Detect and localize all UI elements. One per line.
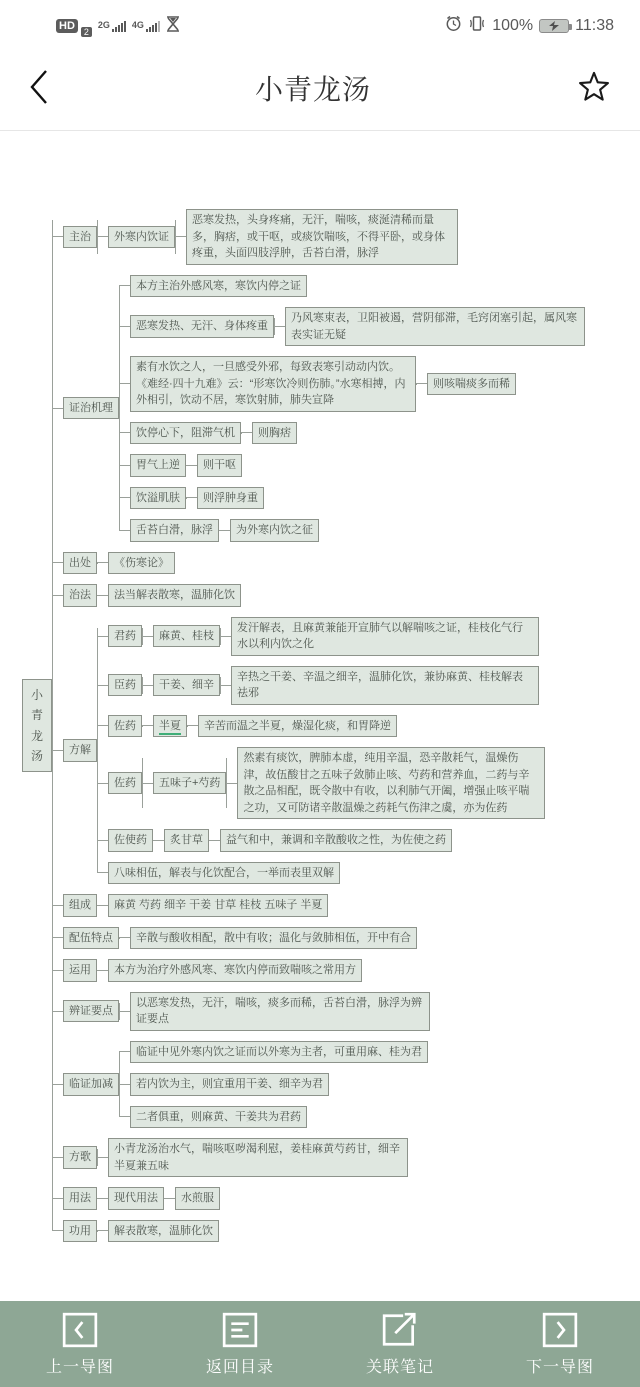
mindmap-node-row (285, 307, 585, 346)
mindmap-node-row (231, 666, 539, 705)
mindmap-node[interactable]: 运用 (63, 959, 97, 982)
mindmap-children (97, 1187, 220, 1210)
connector-line (97, 970, 108, 971)
mindmap-node-row (63, 1187, 585, 1210)
signal-2g-icon: 2G (98, 21, 126, 32)
mindmap-node[interactable]: 饮停心下，阻滞气机 (130, 422, 241, 445)
connector-line (52, 1011, 63, 1012)
vibrate-icon (468, 15, 486, 37)
connector-line (119, 383, 130, 384)
connector-line (164, 1198, 175, 1199)
mindmap-children (175, 209, 458, 265)
mindmap-children (164, 1187, 220, 1210)
mindmap-node[interactable]: 麻黄、桂枝 (153, 625, 220, 648)
connector-line (220, 685, 231, 686)
mindmap-node[interactable]: 外寒内饮证 (108, 226, 175, 249)
mindmap-node-row (230, 519, 319, 542)
mindmap-node-row (130, 519, 585, 542)
mindmap-node[interactable]: 舌苔白滑，脉浮 (130, 519, 219, 542)
mindmap-node-row (108, 666, 545, 705)
mindmap-children (119, 275, 585, 542)
nav-label: 下一导图 (525, 1359, 594, 1376)
page-title: 小青龙汤 (254, 74, 371, 105)
connector-line (119, 1084, 130, 1085)
mindmap-node-row (153, 715, 397, 738)
mindmap-node[interactable]: 佐使药 (108, 829, 153, 852)
connector-line (97, 595, 108, 596)
mindmap-node[interactable]: 佐药 (108, 715, 142, 738)
mindmap-node[interactable]: 八味相伍，解表与化饮配合，一举而表里双解 (108, 862, 340, 885)
mindmap-node-row (108, 1187, 220, 1210)
mindmap-node[interactable]: 若内饮为主，则宜重用干姜、细辛为君 (130, 1073, 329, 1096)
mindmap-children (274, 307, 585, 346)
mindmap-children (142, 666, 539, 705)
mindmap-node-row (130, 356, 585, 412)
mindmap-node-row (427, 373, 516, 396)
connector-line (97, 840, 108, 841)
mindmap-children (97, 959, 362, 982)
mindmap-node[interactable]: 炙甘草 (164, 829, 209, 852)
mindmap-node[interactable]: 发汗解表，且麻黄兼能开宣肺气以解喘咳之证，桂枝化气行水以利内饮之化 (231, 617, 539, 656)
connector-line (52, 236, 63, 237)
mindmap-node[interactable]: 君药 (108, 625, 142, 648)
mindmap-node-row (153, 747, 545, 819)
mindmap-node[interactable]: 辛苦而温之半夏，燥湿化痰，和胃降逆 (198, 715, 397, 738)
connector-line (52, 1084, 63, 1085)
star-outline-icon (576, 69, 612, 108)
mindmap-node-row (231, 617, 539, 656)
connector-line (52, 750, 63, 751)
mindmap-children (119, 927, 417, 950)
mindmap-node[interactable]: 二者俱重，则麻黄、干姜共为君药 (130, 1106, 307, 1129)
hourglass-icon (166, 16, 180, 37)
mindmap-node[interactable]: 干姜、细辛 (153, 674, 220, 697)
connector-line (52, 562, 63, 563)
mindmap-node[interactable]: 本方为治疗外感风寒、寒饮内停而致喘咳之常用方 (108, 959, 362, 982)
mindmap-node[interactable]: 《伤寒论》 (108, 552, 175, 575)
connector-line (142, 685, 153, 686)
mindmap-children (119, 1041, 428, 1129)
mindmap-node[interactable]: 解表散寒，温肺化饮 (108, 1220, 219, 1243)
connector-line (52, 970, 63, 971)
status-time: 11:38 (575, 17, 614, 34)
mindmap-children (219, 519, 319, 542)
mindmap-node-row (63, 927, 585, 950)
mindmap-node[interactable]: 则干呕 (197, 454, 242, 477)
hd-badge-icon: HD (56, 19, 78, 33)
connector-line (52, 1157, 63, 1158)
connector-line (52, 595, 63, 596)
connector-line (52, 1198, 63, 1199)
battery-charging-icon (539, 19, 569, 33)
mindmap-node[interactable]: 益气和中，兼调和辛散酸收之性，为佐使之药 (220, 829, 452, 852)
favorite-button[interactable] (576, 69, 612, 108)
mindmap-children (220, 666, 539, 705)
mindmap-node-row (130, 307, 585, 346)
connector-line (226, 783, 237, 784)
connector-line (119, 285, 130, 286)
connector-line (142, 783, 153, 784)
mindmap-node-row (220, 829, 452, 852)
mindmap-children (97, 584, 241, 607)
connector-line (187, 725, 198, 726)
mindmap-node[interactable]: 辨证要点 (63, 1000, 119, 1023)
mindmap-node-row (63, 992, 585, 1031)
mindmap-node[interactable]: 则胸痞 (252, 422, 297, 445)
mindmap-children (153, 829, 452, 852)
connector-line (274, 326, 285, 327)
mindmap-node-row (164, 829, 452, 852)
connector-line (119, 1011, 130, 1012)
mindmap-node[interactable]: 臣药 (108, 674, 142, 697)
connector-line (97, 725, 108, 726)
back-button[interactable] (28, 68, 50, 109)
mindmap-node[interactable]: 证治机理 (63, 397, 119, 420)
mindmap-node-row (130, 275, 585, 298)
mindmap-node[interactable]: 半夏 (153, 715, 187, 738)
mindmap-node[interactable]: 乃风寒束表，卫阳被遏，营阴郁滞，毛窍闭塞引起，属风寒表实证无疑 (285, 307, 585, 346)
mindmap-children (52, 209, 585, 1242)
mindmap-node[interactable]: 现代用法 (108, 1187, 164, 1210)
mindmap-node[interactable]: 功用 (63, 1220, 97, 1243)
connector-line (97, 783, 108, 784)
connector-line (97, 685, 108, 686)
mindmap-node-row (63, 1041, 585, 1129)
mindmap-node-row (108, 894, 328, 917)
mindmap-node[interactable]: 佐药 (108, 772, 142, 795)
alarm-icon (445, 15, 462, 37)
mindmap-node-row (130, 422, 585, 445)
mindmap-children (209, 829, 452, 852)
connector-line (142, 725, 153, 726)
mindmap-node-row (108, 829, 545, 852)
mindmap-node-row (63, 1220, 585, 1243)
connector-line (142, 636, 153, 637)
mindmap-node[interactable]: 方解 (63, 739, 97, 762)
connector-line (119, 530, 130, 531)
mindmap-node-row (108, 1138, 408, 1177)
header (0, 46, 640, 130)
mindmap-node[interactable]: 临证中见外寒内饮之证而以外寒为主者，可重用麻、桂为君 (130, 1041, 428, 1064)
mindmap-node-row (198, 715, 397, 738)
connector-line (97, 636, 108, 637)
mindmap-node[interactable]: 用法 (63, 1187, 97, 1210)
mindmap-children (186, 487, 264, 510)
mindmap-node[interactable]: 主治 (63, 226, 97, 249)
next-map-icon (541, 1311, 579, 1349)
mindmap-node[interactable]: 五味子+芍药 (153, 772, 226, 795)
mindmap-node-row (63, 1138, 585, 1177)
connector-line (52, 408, 63, 409)
related-notes-button[interactable] (320, 1311, 480, 1377)
mindmap-children (187, 715, 397, 738)
mindmap-node-row (130, 1073, 428, 1096)
mindmap-node[interactable]: 辛热之干姜、辛温之细辛，温肺化饮，兼协麻黄、桂枝解表祛邪 (231, 666, 539, 705)
mindmap-node-row (197, 487, 264, 510)
mindmap-node-row (63, 584, 585, 607)
mindmap-node-row (108, 584, 241, 607)
status-bar (0, 0, 640, 46)
mindmap-node[interactable]: 出处 (63, 552, 97, 575)
hd-sub-badge: 2 (81, 27, 92, 37)
mindmap-node-row (63, 959, 585, 982)
connector-line (119, 326, 130, 327)
back-to-contents-button[interactable] (160, 1311, 320, 1377)
mindmap-node[interactable]: 组成 (63, 894, 97, 917)
mindmap-root-node[interactable]: 小青龙汤 (22, 679, 52, 773)
mindmap-node[interactable]: 则浮肿身重 (197, 487, 264, 510)
mindmap-node[interactable]: 临证加减 (63, 1073, 119, 1096)
mindmap-node-row (130, 1041, 428, 1064)
mindmap-node[interactable]: 水煎服 (175, 1187, 220, 1210)
connector-line (52, 1230, 63, 1231)
nav-label: 上一导图 (45, 1359, 114, 1376)
connector-line (220, 636, 231, 637)
mindmap-children (226, 747, 545, 819)
connector-line (119, 432, 130, 433)
mindmap-node[interactable]: 小青龙汤治水气，喘咳呕哕渴利慰，姜桂麻黄芍药甘，细辛半夏兼五味 (108, 1138, 408, 1177)
mindmap-node-row (186, 209, 458, 265)
mindmap-children (97, 552, 175, 575)
connector-line (97, 905, 108, 906)
mindmap-node[interactable]: 本方主治外感风寒，寒饮内停之证 (130, 275, 307, 298)
mindmap-node-row (130, 927, 417, 950)
connector-line (175, 236, 186, 237)
mindmap-node[interactable]: 治法 (63, 584, 97, 607)
connector-line (97, 1198, 108, 1199)
mindmap-node-row (130, 487, 585, 510)
mindmap-node[interactable]: 法当解表散寒，温肺化饮 (108, 584, 241, 607)
mindmap-children (142, 747, 545, 819)
mindmap-node-row (63, 275, 585, 542)
mindmap-node[interactable]: 配伍特点 (63, 927, 119, 950)
mindmap-node[interactable]: 方歌 (63, 1146, 97, 1169)
mindmap-node-row (108, 959, 362, 982)
bottom-nav (0, 1301, 640, 1387)
prev-map-button[interactable] (0, 1311, 160, 1377)
mindmap-node-row (130, 454, 585, 477)
mindmap-node-row (237, 747, 545, 819)
connector-line (97, 1230, 108, 1231)
related-notes-icon (381, 1311, 419, 1349)
connector-line (97, 236, 108, 237)
mindmap-children (142, 715, 397, 738)
connector-line (97, 872, 108, 873)
mindmap-node-row (252, 422, 297, 445)
mindmap-node-row (108, 617, 545, 656)
mindmap-node-row (197, 454, 242, 477)
signal-4g-icon: 4G (132, 21, 160, 32)
mindmap-canvas[interactable] (0, 131, 640, 1301)
mindmap-node-row (130, 1106, 428, 1129)
mindmap-node-row (63, 552, 585, 575)
mindmap-children (416, 373, 516, 396)
mindmap-node[interactable]: 然素有痰饮，脾肺本虚，纯用辛温，恐辛散耗气，温燥伤津，故伍酸甘之五味子敛肺止咳、芍药和营养血，二药与辛散之品相配，既令散中有收，以利肺气开阖，增强止咳平喘之功，又可防诸辛散温燥之药耗气伤津之虞，亦为佐药 (237, 747, 545, 819)
mindmap-node-row (153, 617, 539, 656)
mindmap-node-row (108, 552, 175, 575)
mindmap-node-row (108, 209, 458, 265)
mindmap-node[interactable]: 则咳喘痰多而稀 (427, 373, 516, 396)
connector-line (416, 383, 427, 384)
mindmap-node-row (63, 209, 585, 265)
mindmap-node[interactable]: 麻黄 芍药 细辛 干姜 甘草 桂枝 五味子 半夏 (108, 894, 328, 917)
mindmap-children (186, 454, 242, 477)
mindmap-node-row (130, 992, 430, 1031)
connector-line (119, 1051, 130, 1052)
nav-label: 返回目录 (205, 1359, 274, 1376)
mindmap-children (97, 617, 545, 885)
mindmap-children (97, 1220, 219, 1243)
connector-line (241, 432, 252, 433)
prev-map-icon (61, 1311, 99, 1349)
connector-line (219, 530, 230, 531)
chevron-left-icon (28, 68, 50, 109)
mindmap-node[interactable]: 饮溢肌肤 (130, 487, 186, 510)
mindmap-node-row (108, 747, 545, 819)
connector-line (186, 465, 197, 466)
mindmap-root-row (22, 209, 640, 1242)
mindmap-children (97, 1138, 408, 1177)
connector-line (52, 905, 63, 906)
mindmap-node[interactable]: 恶寒发热、无汗、身体疼重 (130, 315, 274, 338)
mindmap-children (220, 617, 539, 656)
mindmap-node[interactable]: 辛散与酸收相配，散中有收；温化与敛肺相伍，开中有合 (130, 927, 417, 950)
mindmap-node[interactable]: 恶寒发热，头身疼痛，无汗，喘咳，痰涎清稀而量多，胸痞，或干呕，或痰饮喘咳，不得平卧，或身体疼重，头面四肢浮肿，舌苔白滑，脉浮 (186, 209, 458, 265)
back-to-contents-icon (221, 1311, 259, 1349)
mindmap-node[interactable]: 素有水饮之人，一旦感受外邪，每致表寒引动动内饮。《难经·四十九难》云：“形寒饮冷则伤肺。”水寒相搏，内外相引，饮动不居，寒饮射肺，肺失宣降 (130, 356, 416, 412)
mindmap-node-row (108, 1220, 219, 1243)
mindmap-children (142, 617, 539, 656)
mindmap-node[interactable]: 胃气上逆 (130, 454, 186, 477)
next-map-button[interactable] (480, 1311, 640, 1377)
mindmap-children (119, 992, 430, 1031)
mindmap-node-row (63, 894, 585, 917)
connector-line (119, 937, 130, 938)
connector-line (153, 840, 164, 841)
battery-percent: 100% (492, 17, 534, 34)
mindmap-node-row (175, 1187, 220, 1210)
connector-line (119, 1116, 130, 1117)
connector-line (119, 497, 130, 498)
mindmap-node-row (153, 666, 539, 705)
mindmap-children (97, 209, 458, 265)
mindmap-node[interactable]: 以恶寒发热，无汗，喘咳，痰多而稀，舌苔白滑，脉浮为辨证要点 (130, 992, 430, 1031)
connector-line (209, 840, 220, 841)
mindmap-node-row (108, 715, 545, 738)
mindmap-children (241, 422, 297, 445)
mindmap-children (97, 894, 328, 917)
connector-line (119, 465, 130, 466)
nav-label: 关联笔记 (365, 1359, 434, 1376)
connector-line (186, 497, 197, 498)
mindmap-node[interactable]: 为外寒内饮之征 (230, 519, 319, 542)
connector-line (97, 1157, 108, 1158)
mindmap-node-row (63, 617, 585, 885)
mindmap-node-row (108, 862, 545, 885)
connector-line (52, 937, 63, 938)
connector-line (97, 562, 108, 563)
